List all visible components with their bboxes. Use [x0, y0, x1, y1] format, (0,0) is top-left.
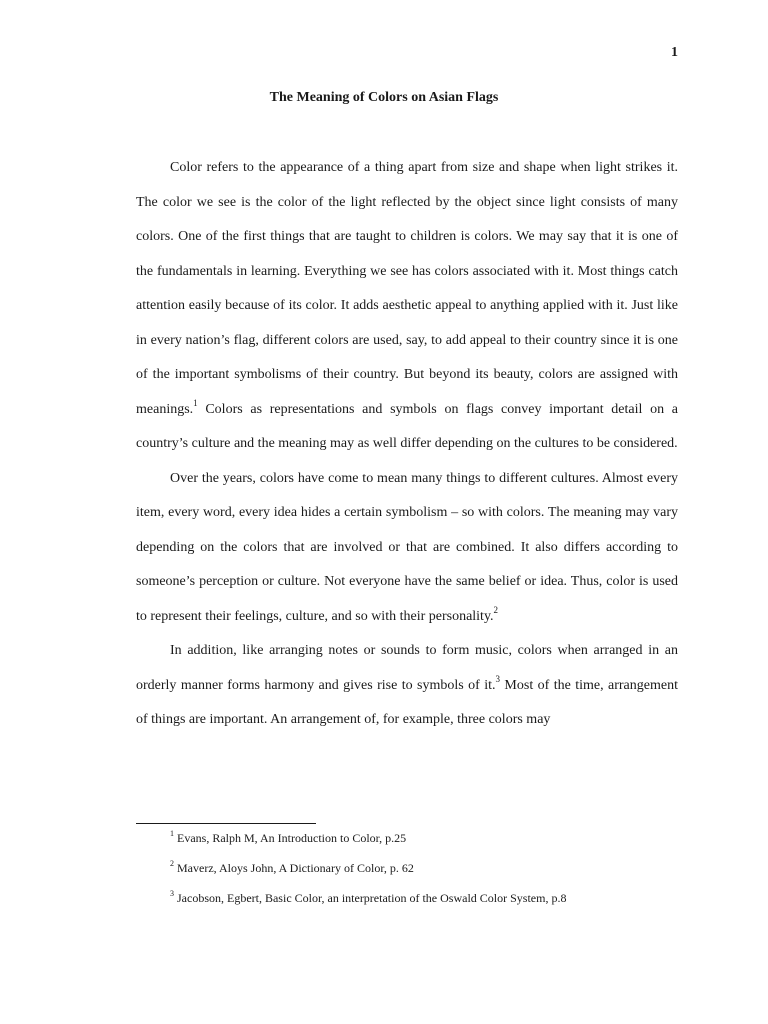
footnote-text: Jacobson, Egbert, Basic Color, an interpretation of the Oswald Color System, p.8 — [177, 891, 567, 905]
paragraph-1 — [136, 151, 678, 462]
paragraph-text: Over the years, colors have come to mean many things to different cultures. Almost every item, every word, every idea hides a certain symbolism – so with colors. The meaning may vary depending on the colors that are involved or that are combined. It also differs according to someone’s perception or culture. Not everyone have the same belief or idea. Thus, color is used to represent their feelings, culture, and so with their personality. — [136, 470, 678, 624]
footnote-1 — [170, 829, 678, 848]
paragraph-text: Colors as representations and symbols on flags convey important detail on a country’s culture and the meaning may as well differ depending on the cultures to be considered. — [136, 401, 678, 451]
page-number: 1 — [671, 45, 678, 60]
paragraph-3 — [136, 634, 678, 738]
footnote-number: 3 — [170, 889, 174, 898]
footnote-text: Maverz, Aloys John, A Dictionary of Color, p. 62 — [177, 861, 414, 875]
footnote-separator — [136, 823, 316, 824]
body-text — [136, 151, 678, 738]
footnote-number: 1 — [170, 829, 174, 838]
footnote-2 — [170, 859, 678, 878]
footnote-3 — [170, 889, 678, 908]
footnote-ref: 3 — [495, 673, 500, 684]
document-title: The Meaning of Colors on Asian Flags — [269, 90, 499, 105]
footnote-ref: 2 — [493, 604, 499, 615]
paragraph-text: Most of the time, arrangement of things are important. An arrangement of, for example, three colors may — [136, 677, 678, 727]
paragraph-2 — [136, 462, 678, 635]
paragraph-text: In addition, like arranging notes or sounds to form music, colors when arranged in an orderly manner forms harmony and gives rise to symbols of it. — [136, 643, 678, 693]
paragraph-text: Color refers to the appearance of a thing apart from size and shape when light strikes it. The color we see is the color of the light reflected by the object since light consists of many colors. One of the first things that are taught to children is colors. We may say that it is one of the fundamentals in learning. Everything we see has colors associated with it. Most things catch attention easily because of its color. It adds aesthetic appeal to anything applied with it. Just like in every nation’s flag, different colors are used, say, to add appeal to their country since it is one of the important symbolisms of their country. But beyond its beauty, colors are assigned with meanings. — [136, 160, 678, 417]
footnote-text: Evans, Ralph M, An Introduction to Color, p.25 — [177, 831, 407, 845]
footnote-number: 2 — [170, 859, 174, 868]
footnote-ref: 1 — [193, 397, 198, 408]
footnotes — [136, 829, 678, 919]
